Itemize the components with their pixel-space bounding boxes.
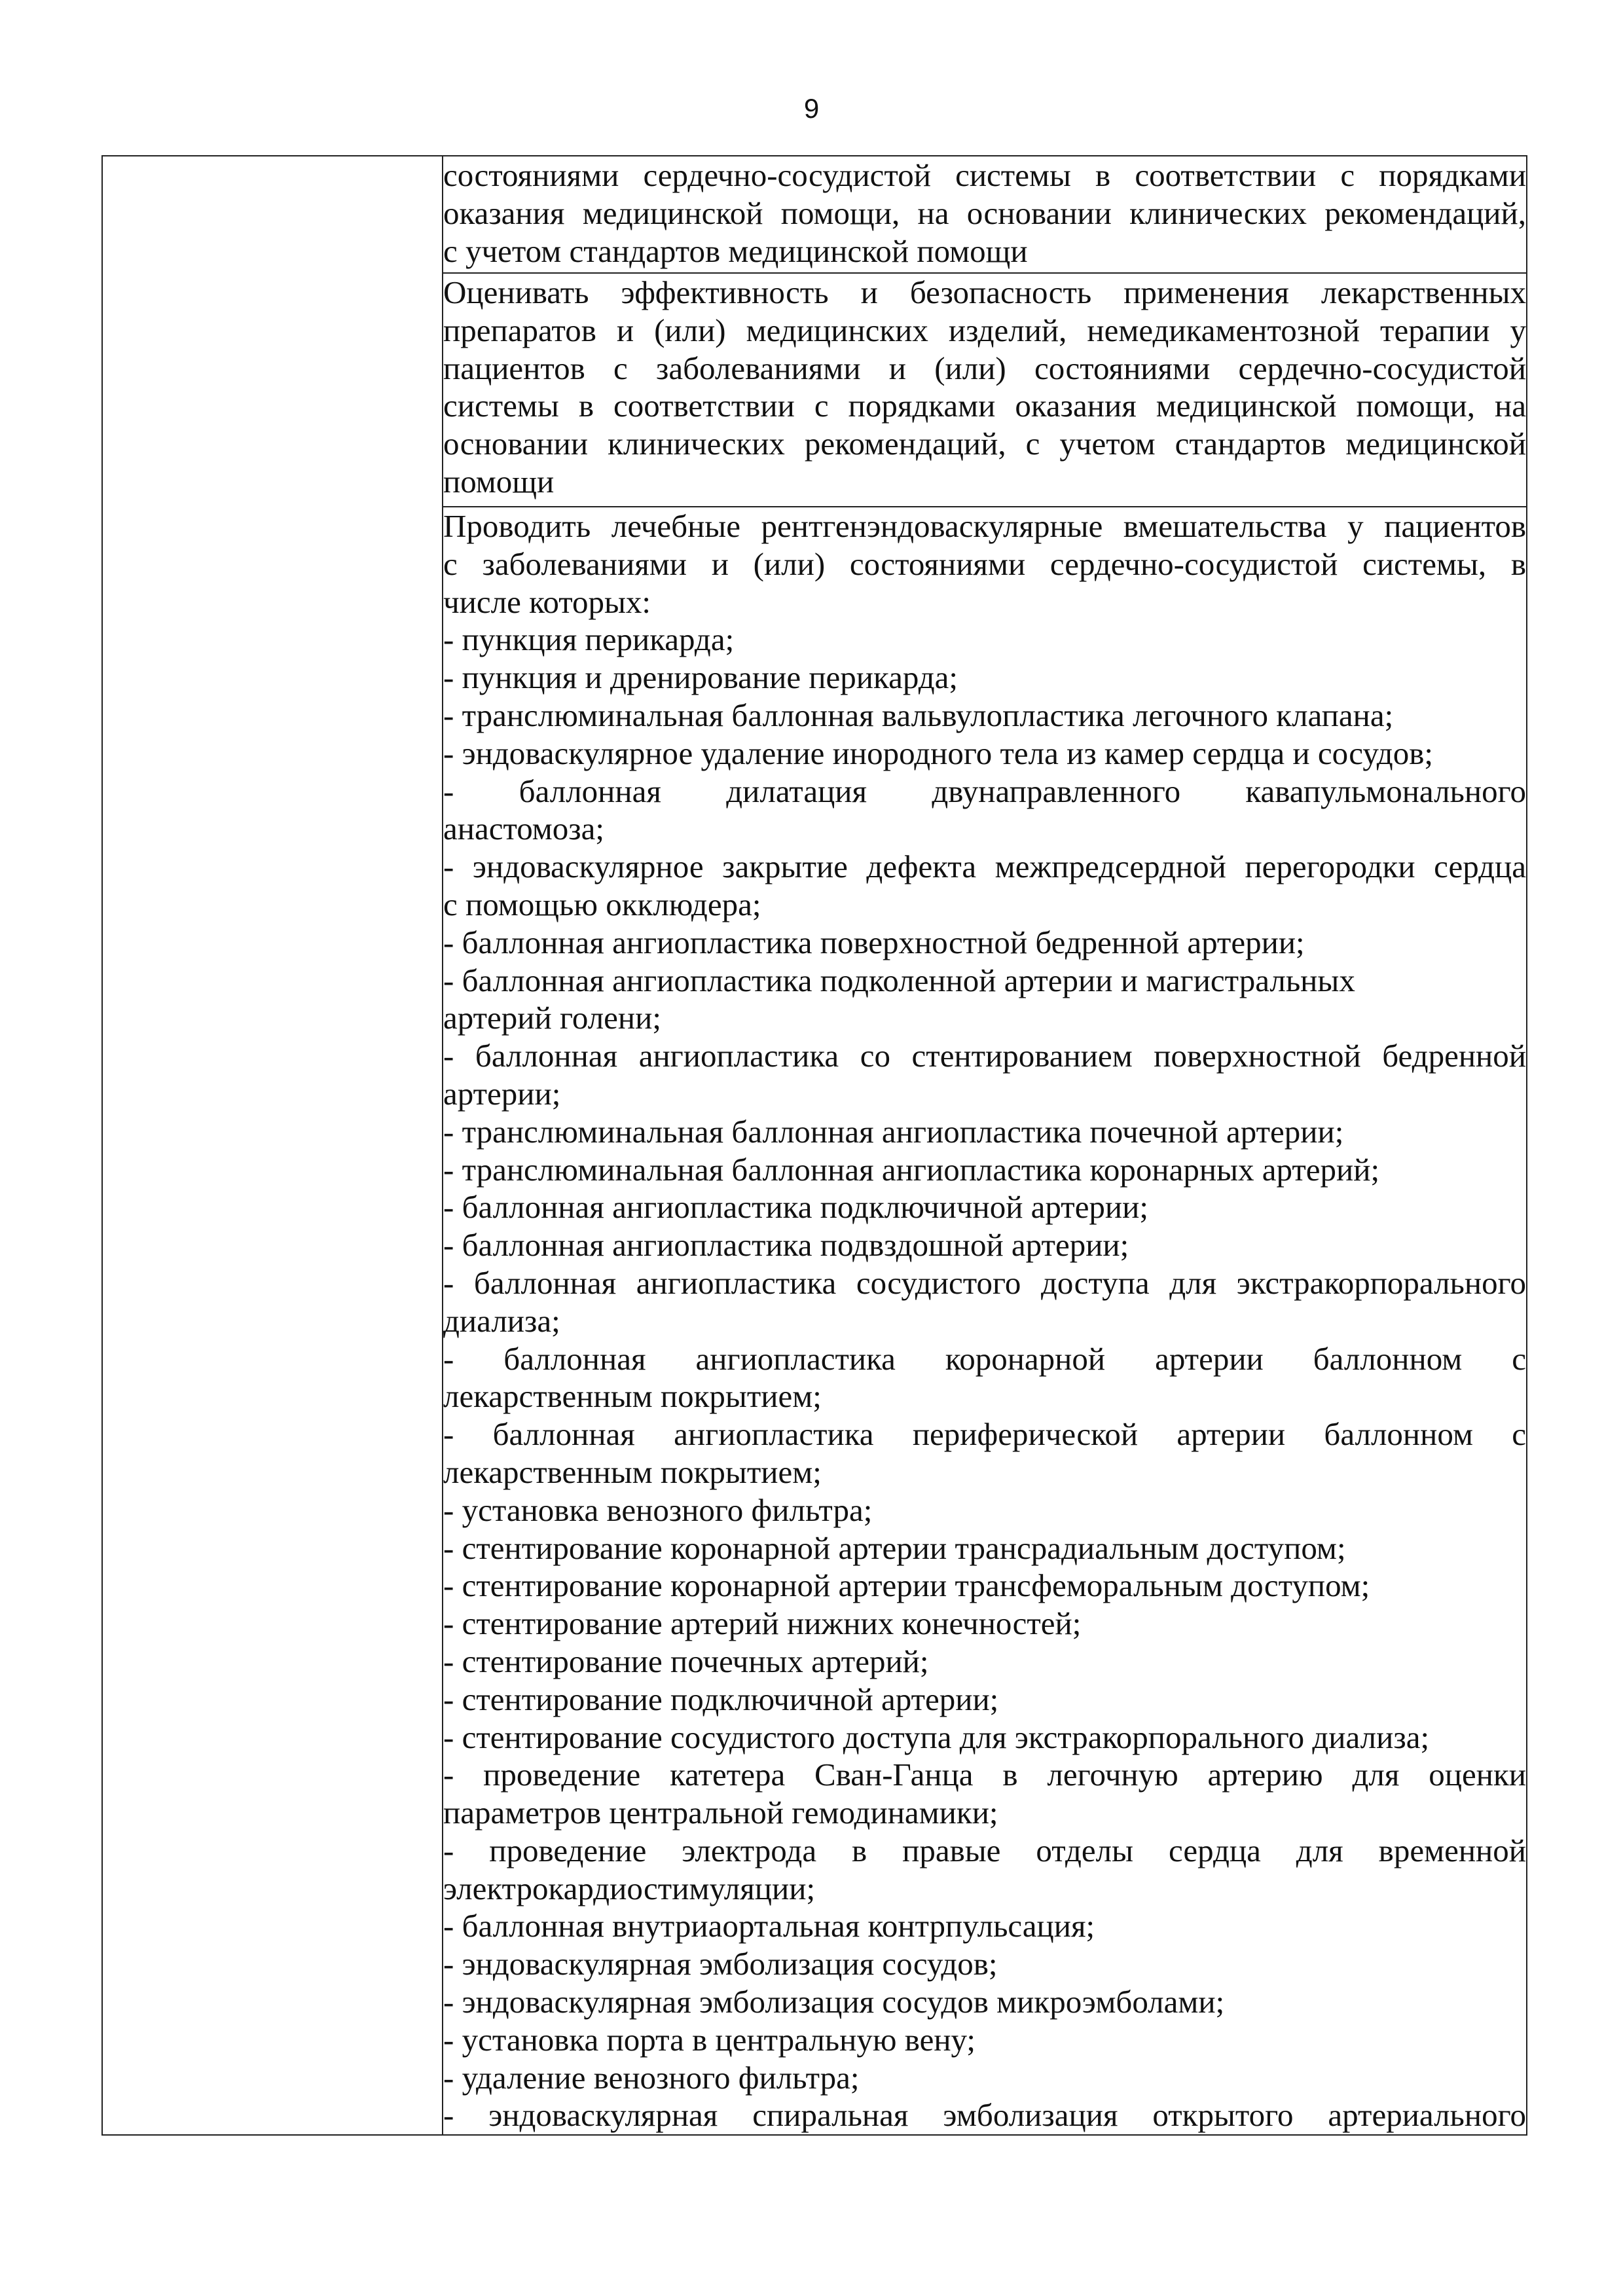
list-item-continuation: анастомоза; (443, 811, 605, 847)
list-item: - установка порта в центральную вену; (443, 2021, 976, 2058)
text-line: Оценивать эффективность и безопасность применения лекарственных (443, 274, 1526, 310)
list-item-continuation: артерии; (443, 1075, 561, 1112)
list-item: - пункция и дренирование перикарда; (443, 659, 958, 696)
empty-left-cell (102, 156, 443, 2135)
list-item: - стентирование подключичной артерии; (443, 1681, 999, 1717)
list-item: - баллонная ангиопластика коронарной артерии баллонном с (443, 1340, 1526, 1377)
list-item: - эндоваскулярное закрытие дефекта межпредсердной перегородки сердца (443, 848, 1526, 885)
list-item: - стентирование сосудистого доступа для экстракорпорального диализа; (443, 1719, 1430, 1755)
list-item: - эндоваскулярная спиральная эмболизация открытого артериального (443, 2097, 1526, 2134)
list-item: - баллонная дилатация двунаправленного кавапульмонального (443, 773, 1526, 809)
list-item: - транслюминальная баллонная ангиопластика почечной артерии; (443, 1113, 1344, 1150)
list-item: - баллонная ангиопластика периферической артерии баллонном с (443, 1416, 1526, 1453)
page-number: 9 (803, 93, 820, 124)
text-line: с заболеваниями и (или) состояниями сердечно-сосудистой системы, в (443, 545, 1526, 582)
table-cell (443, 507, 1527, 2135)
text-line: пациентов с заболеваниями и (или) состояниями сердечно-сосудистой (443, 350, 1526, 386)
list-item: - стентирование коронарной артерии трансрадиальным доступом; (443, 1529, 1346, 1566)
text-line: состояниями сердечно-сосудистой системы в соответствии с порядками (443, 157, 1526, 193)
list-item-continuation: диализа; (443, 1302, 560, 1339)
list-item: - эндоваскулярная эмболизация сосудов микроэмболами; (443, 1984, 1225, 2020)
list-item: - баллонная ангиопластика подключичной артерии; (443, 1189, 1148, 1226)
list-item: - установка венозного фильтра; (443, 1491, 873, 1528)
list-item: - баллонная внутриаортальная контрпульсация; (443, 1908, 1095, 1944)
table-cell (443, 273, 1527, 507)
list-item: - пункция перикарда; (443, 621, 735, 658)
list-item: - стентирование почечных артерий; (443, 1643, 929, 1679)
list-item: - стентирование коронарной артерии трансфеморальным доступом; (443, 1567, 1370, 1604)
text-line: оказания медицинской помощи, на основании клинических рекомендаций, (443, 194, 1526, 231)
cell-text (443, 507, 1526, 2134)
table-row (102, 156, 1527, 273)
list-item: - проведение катетера Сван-Ганца в легочную артерию для оценки (443, 1757, 1526, 1793)
list-item: - транслюминальная баллонная вальвулопластика легочного клапана; (443, 697, 1394, 733)
cell-text (443, 274, 1526, 501)
list-item-continuation: артерий голени; (443, 1000, 661, 1036)
list-item: - стентирование артерий нижних конечностей; (443, 1605, 1082, 1642)
list-item: - проведение электрода в правые отделы сердца для временной (443, 1832, 1526, 1868)
text-line: с учетом стандартов медицинской помощи (443, 232, 1028, 269)
list-item-continuation: лекарственным покрытием; (443, 1453, 822, 1490)
list-item: - баллонная ангиопластика подколенной артерии и магистральных (443, 962, 1355, 998)
list-item: - транслюминальная баллонная ангиопластика коронарных артерий; (443, 1151, 1380, 1188)
list-item: - баллонная ангиопластика поверхностной бедренной артерии; (443, 924, 1305, 960)
cell-text (443, 156, 1526, 270)
text-line: системы в соответствии с порядками оказания медицинской помощи, на (443, 388, 1526, 424)
list-item-continuation: с помощью окклюдера; (443, 886, 761, 922)
list-item-continuation: параметров центральной гемодинамики; (443, 1795, 998, 1831)
text-line: основании клинических рекомендаций, с учетом стандартов медицинской (443, 426, 1526, 462)
table-cell (443, 156, 1527, 273)
list-item: - эндоваскулярная эмболизация сосудов; (443, 1946, 998, 1982)
list-item: - удаление венозного фильтра; (443, 2059, 860, 2096)
list-item-continuation: лекарственным покрытием; (443, 1378, 822, 1415)
text-line: помощи (443, 463, 555, 500)
text-line: препаратов и (или) медицинских изделий, немедикаментозной терапии у (443, 312, 1526, 348)
text-line: Проводить лечебные рентгенэндоваскулярные вмешательства у пациентов (443, 508, 1526, 544)
list-item: - эндоваскулярное удаление инородного тела из камер сердца и сосудов; (443, 735, 1433, 771)
list-item-continuation: электрокардиостимуляции; (443, 1870, 816, 1906)
list-item: - баллонная ангиопластика подвздошной артерии; (443, 1227, 1129, 1264)
list-item: - баллонная ангиопластика со стентированием поверхностной бедренной (443, 1038, 1526, 1074)
text-line: числе которых: (443, 583, 651, 620)
competency-table (101, 155, 1527, 2136)
list-item: - баллонная ангиопластика сосудистого доступа для экстракорпорального (443, 1264, 1526, 1301)
